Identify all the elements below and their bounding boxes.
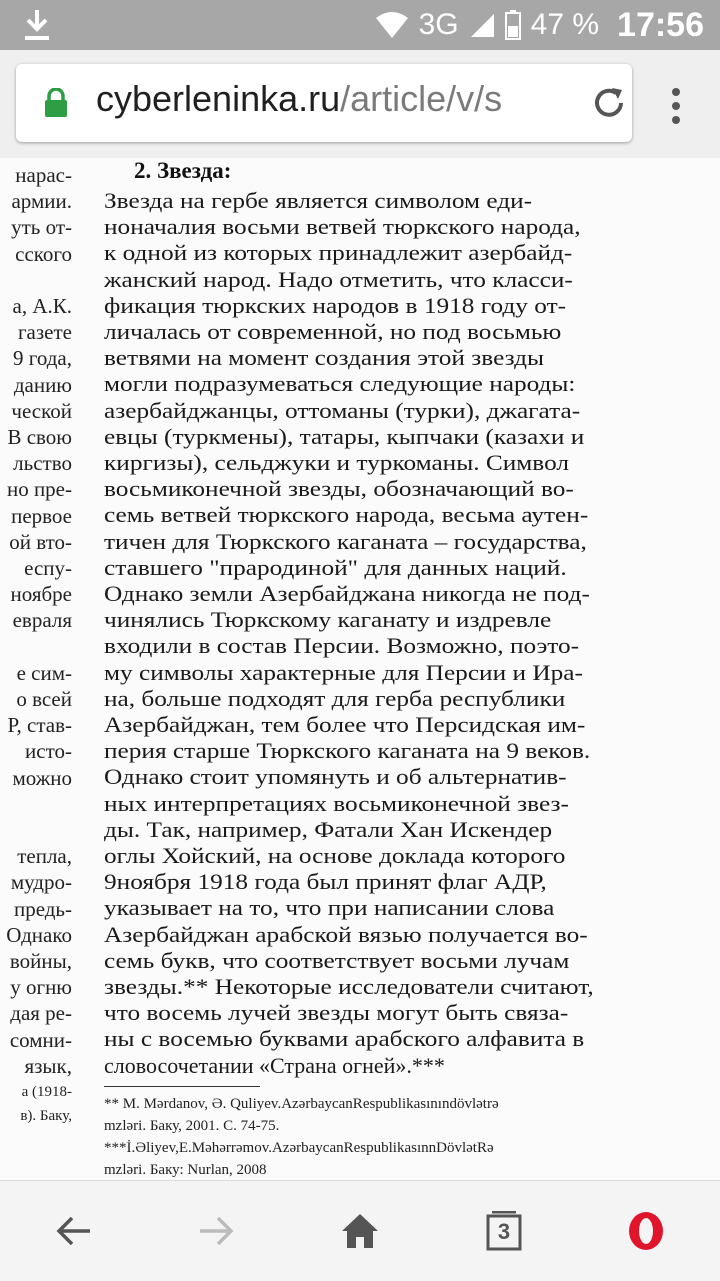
article-line: Азербайджан арабской вязью получается во- — [104, 921, 588, 947]
page-content — [0, 158, 720, 1180]
tab-count: 3 — [497, 1219, 511, 1244]
reload-icon[interactable] — [590, 84, 628, 122]
left-column-line: еспу- — [24, 556, 72, 580]
article-line: что восемь лучей звезды могут быть связа- — [104, 1000, 569, 1026]
home-icon[interactable] — [340, 1211, 380, 1251]
left-column-line: Однако — [6, 922, 72, 947]
article-line: ды. Так, например, Фатали Хан Искендер — [104, 816, 553, 842]
article-line: к одной из которых принадлежит азербайд- — [104, 240, 573, 266]
left-column-line: ческой — [11, 398, 72, 423]
article-line: ноначалия восьми ветвей тюркского народа, — [104, 214, 581, 240]
left-column-line: а (1918- — [21, 1084, 72, 1100]
article-line: восьмиконечной звезды, обозначающий во- — [104, 476, 574, 502]
article-line: евцы (туркмены), татары, кыпчаки (казахи и — [104, 423, 585, 449]
download-icon — [22, 8, 52, 42]
back-icon[interactable] — [54, 1211, 94, 1251]
url-text[interactable] — [96, 78, 502, 120]
article-line: ветвями на момент создания этой звезды — [104, 345, 545, 371]
article-line: словосочетании «Страна огней».*** — [104, 1052, 445, 1078]
left-column-line: мудро- — [10, 870, 72, 895]
left-column-line: но пре- — [6, 477, 72, 502]
status-bar — [0, 0, 720, 50]
opera-menu-icon[interactable] — [626, 1211, 666, 1251]
battery-level: 47 % — [530, 8, 600, 41]
footnote-line: mzləri. Баку, 2001. С. 74-75. — [104, 1118, 280, 1134]
left-column-line: В свою — [7, 425, 72, 449]
bottom-navigation — [0, 1180, 720, 1281]
left-column-fragment — [0, 158, 74, 1180]
article-line: семь букв, что соответствует восьми лучам — [104, 947, 570, 973]
left-column-line: о всей — [16, 687, 72, 711]
article-column — [96, 158, 720, 1180]
article-line: на, больше подходят для герба республики — [104, 685, 566, 711]
left-column-line: газете — [17, 320, 72, 345]
article-line: Однако земли Азербайджана никогда не под- — [104, 581, 590, 606]
article-line: му символы характерные для Персии и Ира- — [104, 659, 583, 685]
left-column-line: уть от- — [11, 215, 72, 240]
article-line: ставшего "прародиной" для данных наций. — [104, 554, 567, 580]
network-type: 3G — [418, 8, 459, 41]
left-column-line: сского — [15, 241, 72, 266]
left-column-line: 9 года, — [13, 346, 72, 371]
article-line: личалась от современной, но под восьмью — [104, 319, 562, 344]
tabs-button[interactable] — [484, 1211, 524, 1251]
left-column-line: е сим- — [16, 660, 72, 685]
left-column-line: армии. — [11, 189, 72, 214]
left-column-line: войны, — [9, 949, 72, 973]
lock-icon — [44, 88, 68, 118]
article-line: фикация тюркских народов в 1918 году от- — [104, 292, 567, 318]
footnote-line: ** M. Mərdanov, Ə. Quliyev.AzərbaycanRespublikasınındövlətrə — [104, 1096, 499, 1112]
left-column-line: исто- — [25, 739, 72, 764]
left-column-line: евраля — [12, 608, 72, 633]
article-line: ных интерпретациях восьмиконечной звез- — [104, 790, 569, 816]
left-column-line: у огню — [10, 975, 72, 1000]
article-line: перия старше Тюркского каганата на 9 веков. — [104, 738, 591, 764]
left-column-line: дая ре- — [10, 1001, 72, 1026]
clock: 17:56 — [617, 5, 704, 44]
url-domain: cyberleninka.ru — [96, 78, 341, 119]
left-column-line: льство — [13, 451, 72, 476]
article-line: чинялись Тюркскому каганату и издревле — [104, 607, 552, 633]
article-line: звезды.** Некоторые исследователи считают, — [104, 974, 594, 999]
url-path: /article/v/s — [340, 78, 503, 119]
article-line: 9ноября 1918 года был принят флаг АДР, — [104, 869, 547, 895]
article-line: жанский народ. Надо отметить, что класси- — [104, 266, 573, 292]
article-line: ны с восемью буквами арабского алфавита в — [104, 1026, 585, 1052]
left-column-line: нарас- — [15, 163, 72, 187]
footnote-divider — [104, 1086, 260, 1087]
left-column-line: в). Баку, — [20, 1108, 72, 1124]
left-column-line: Р, став- — [7, 713, 72, 738]
battery-icon — [505, 10, 521, 40]
left-column-line: язык, — [24, 1053, 72, 1078]
article-line: Звезда на гербе является символом еди- — [104, 188, 533, 213]
wifi-icon — [375, 11, 409, 39]
left-column-line: данию — [13, 372, 72, 397]
browser-toolbar — [0, 50, 720, 158]
article-line: азербайджанцы, оттоманы (турки), джагата- — [104, 397, 581, 423]
more-options-icon[interactable] — [664, 86, 688, 126]
article-line: Азербайджан, тем более что Персидская им- — [104, 712, 586, 737]
left-column-line: ноябре — [10, 582, 72, 607]
left-column-line: тепла, — [17, 844, 72, 869]
address-bar[interactable] — [16, 64, 632, 142]
article-line: тичен для Тюркского каганата – государства, — [104, 528, 587, 554]
article-line: входили в состав Персии. Возможно, поэто- — [104, 633, 580, 659]
left-column-line: а, А.К. — [12, 294, 72, 318]
article-line: могли подразумеваться следующие народы: — [104, 371, 576, 397]
left-column-line: первое — [11, 503, 72, 528]
left-column-line: можно — [12, 765, 72, 790]
article-line: киргизы), сельджуки и туркоманы. Символ — [104, 450, 570, 475]
signal-icon — [469, 12, 495, 38]
article-line: Однако стоит упомянуть и об альтернатив- — [104, 764, 567, 790]
section-heading: 2. Звезда: — [134, 158, 232, 183]
left-column-line: ой вто- — [9, 529, 72, 554]
article-line: семь ветвей тюркского народа, весьма аутен- — [104, 502, 589, 528]
footnote-line: ***İ.Əliyev,E.Məhərrəmov.AzərbaycanRespublikasınnDövlətRə — [104, 1140, 494, 1156]
left-column-line: сомни- — [9, 1027, 72, 1052]
article-line: оглы Хойский, на основе доклада которого — [104, 843, 566, 868]
left-column-line: предь- — [13, 896, 72, 921]
forward-icon[interactable] — [196, 1211, 236, 1251]
footnote-line: mzləri. Баку: Nurlan, 2008 — [104, 1162, 267, 1178]
article-line: указывает на то, что при написании слова — [104, 895, 555, 921]
